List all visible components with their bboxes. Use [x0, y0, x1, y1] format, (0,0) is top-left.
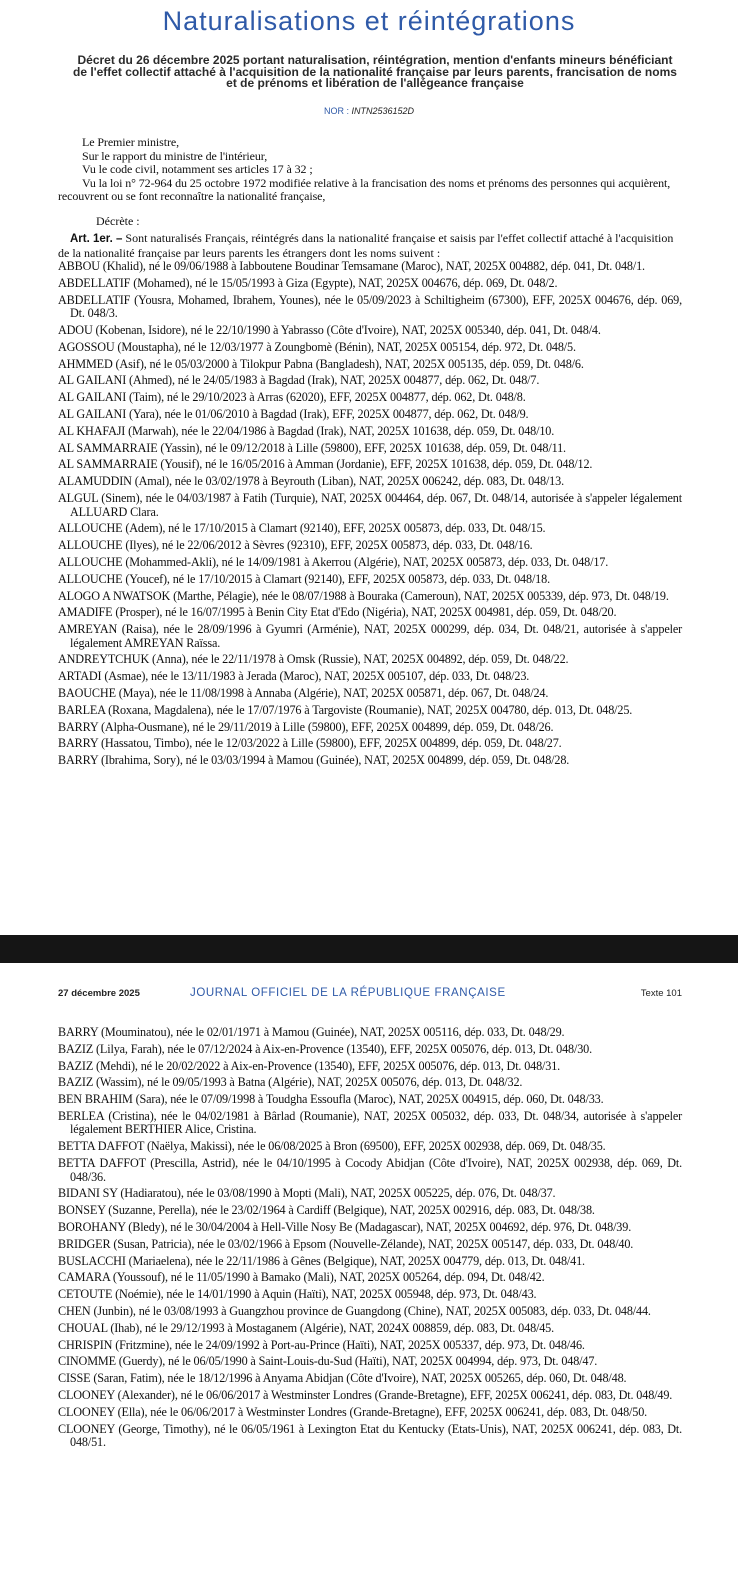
naturalisation-entry: AL KHAFAJI (Marwah), née le 22/04/1986 à Bagdad (Irak), NAT, 2025X 101638, dép. 059, Dt. 048/10. [58, 423, 555, 438]
naturalisation-entry: ARTADI (Asmae), née le 13/11/1983 à Jerada (Maroc), NAT, 2025X 005107, dép. 033, Dt. 048/23. [58, 669, 530, 684]
preamble-line: Vu le code civil, notamment ses articles 17 à 32 ; [82, 162, 313, 177]
header-date: 27 décembre 2025 [58, 988, 140, 999]
entry-list [58, 1026, 682, 1450]
page-divider [0, 935, 738, 963]
nor-reference [0, 106, 738, 116]
naturalisation-entry: AL SAMMARRAIE (Yassin), né le 09/12/2018 à Lille (59800), EFF, 2025X 101638, dép. 059, Dt. 048/11. [58, 440, 566, 455]
naturalisation-entry: ANDREYTCHUK (Anna), née le 22/11/1978 à Omsk (Russie), NAT, 2025X 004892, dép. 059, Dt. 048/22. [58, 652, 569, 667]
naturalisation-entry: CLOONEY (Ella), née le 06/06/2017 à Westminster Londres (Grande-Bretagne), EFF, 2025X 006241, dép. 083, Dt. 048/50. [58, 1404, 648, 1419]
naturalisation-entry: CHEN (Junbin), né le 03/08/1993 à Guangzhou province de Guangdong (Chine), NAT, 2025X 005083, dép. 033, Dt. 048/44. [58, 1303, 651, 1318]
article-1 [58, 232, 682, 260]
naturalisation-entry: AHMMED (Asif), né le 05/03/2000 à Tilokpur Pabna (Bangladesh), NAT, 2025X 005135, dép. 059, Dt. 048/6. [58, 356, 584, 371]
naturalisation-entry: ALLOUCHE (Adem), né le 17/10/2015 à Clamart (92140), EFF, 2025X 005873, dép. 033, Dt. 048/15. [58, 521, 546, 536]
entry-list [58, 260, 682, 768]
naturalisation-entry: BETTA DAFFOT (Prescilla, Astrid), née le 04/10/1995 à Cocody Abidjan (Côte d'Ivoire), NAT, 2025X 002938, dép. 069, Dt. 048/36. [58, 1156, 682, 1184]
naturalisation-entry: ALOGO A NWATSOK (Marthe, Pélagie), née le 08/07/1988 à Bouraka (Cameroun), NAT, 2025X 005339, dép. 973, Dt. 048/19. [58, 588, 669, 603]
naturalisation-entry: BIDANI SY (Hadiaratou), née le 03/08/1990 à Mopti (Mali), NAT, 2025X 005225, dép. 076, Dt. 048/37. [58, 1186, 556, 1201]
naturalisation-entry: BARRY (Ibrahima, Sory), né le 03/03/1994 à Mamou (Guinée), NAT, 2025X 004899, dép. 059, Dt. 048/28. [58, 753, 570, 768]
naturalisation-entry: BERLEA (Cristina), née le 04/02/1981 à Bârlad (Roumanie), NAT, 2025X 005032, dép. 033, Dt. 048/34, autorisée à s'appeler légalement BERTHIER Alice, Cristina. [58, 1108, 682, 1137]
naturalisation-entry: BAOUCHE (Maya), née le 11/08/1998 à Annaba (Algérie), NAT, 2025X 005871, dép. 067, Dt. 048/24. [58, 685, 549, 700]
naturalisation-entry: BARRY (Hassatou, Timbo), née le 12/03/2022 à Lille (59800), EFF, 2025X 004899, dép. 059, Dt. 048/27. [58, 736, 562, 751]
naturalisation-entry: BARRY (Alpha-Ousmane), né le 29/11/2019 à Lille (59800), EFF, 2025X 004899, dép. 059, Dt. 048/26. [58, 719, 554, 734]
naturalisation-entry: ALLOUCHE (Mohammed-Akli), né le 14/09/1981 à Akerrou (Algérie), NAT, 2025X 005873, dép. 033, Dt. 048/17. [58, 554, 609, 569]
header-texte-number: Texte 101 [640, 988, 682, 999]
preamble [58, 136, 682, 204]
naturalisation-entry: ADOU (Kobenan, Isidore), né le 22/10/1990 à Yabrasso (Côte d'Ivoire), NAT, 2025X 005340, dép. 041, Dt. 048/4. [58, 323, 601, 338]
naturalisation-entry: BETTA DAFFOT (Naëlya, Makissi), née le 06/08/2025 à Bron (69500), EFF, 2025X 002938, dép. 069, Dt. 048/35. [58, 1139, 606, 1154]
decree-heading: Décret du 26 décembre 2025 portant naturalisation, réintégration, mention d'enfants mineurs bénéficiant de l'effet collectif attaché à l'acquisition de la nationalité française par leurs parents, francisation de noms et de prénoms et libération de l'allégeance française [73, 53, 677, 90]
naturalisation-entry: BUSLACCHI (Mariaelena), née le 22/11/1986 à Gênes (Belgique), NAT, 2025X 004779, dép. 013, Dt. 048/41. [58, 1253, 585, 1268]
preamble-line: Le Premier ministre, [82, 135, 179, 149]
naturalisation-entry: CAMARA (Youssouf), né le 11/05/1990 à Bamako (Mali), NAT, 2025X 005264, dép. 094, Dt. 048/42. [58, 1270, 545, 1285]
naturalisation-entry: BAZIZ (Lilya, Farah), née le 07/12/2024 à Aix-en-Provence (13540), EFF, 2025X 005076, dép. 013, Dt. 048/30. [58, 1041, 593, 1056]
naturalisation-entry: BAZIZ (Mehdi), né le 20/02/2022 à Aix-en-Provence (13540), EFF, 2025X 005076, dép. 013, Dt. 048/31. [58, 1058, 561, 1073]
decrete-label: Décrète : [96, 213, 140, 228]
header-journal-title: JOURNAL OFFICIEL DE LA RÉPUBLIQUE FRANÇAISE [190, 987, 506, 999]
naturalisation-entry: CLOONEY (Alexander), né le 06/06/2017 à Westminster Londres (Grande-Bretagne), EFF, 2025X 006241, dép. 083, Dt. 048/49. [58, 1387, 673, 1402]
naturalisation-entry: ABDELLATIF (Yousra, Mohamed, Ibrahem, Younes), née le 05/09/2023 à Schiltigheim (67300), EFF, 2025X 004676, dép. 069, Dt. 048/3. [58, 292, 682, 321]
naturalisation-entry: ALGUL (Sinem), née le 04/03/1987 à Fatih (Turquie), NAT, 2025X 004464, dép. 067, Dt. 048/14, autorisée à s'appeler légalement ALLUARD Clara. [58, 491, 682, 519]
article-label: Art. 1er. – [70, 232, 123, 245]
naturalisation-entry: BARRY (Mouminatou), née le 02/01/1971 à Mamou (Guinée), NAT, 2025X 005116, dép. 033, Dt. 048/29. [58, 1025, 565, 1039]
naturalisation-entry: AL GAILANI (Taim), né le 29/10/2023 à Arras (62020), EFF, 2025X 004877, dép. 062, Dt. 048/8. [58, 390, 526, 405]
page-title: Naturalisations et réintégrations [162, 6, 576, 36]
decree-body-continued [58, 1026, 682, 1453]
naturalisation-entry: AMREYAN (Raisa), née le 28/09/1996 à Gyumri (Arménie), NAT, 2025X 000299, dép. 034, Dt. 048/21, autorisée à s'appeler légalement AMREYAN Raïssa. [58, 622, 682, 650]
nor-label: NOR : [323, 106, 352, 116]
naturalisation-entry: AGOSSOU (Moustapha), né le 12/03/1977 à Zoungbomè (Bénin), NAT, 2025X 005154, dép. 972, Dt. 048/5. [58, 339, 576, 354]
nor-code: INTN2536152D [351, 106, 415, 116]
journal-page-2 [0, 963, 738, 1595]
naturalisation-entry: CETOUTE (Noémie), née le 14/01/1990 à Aquin (Haïti), NAT, 2025X 005948, dép. 973, Dt. 048/43. [58, 1287, 537, 1302]
naturalisation-entry: BEN BRAHIM (Sara), née le 07/09/1998 à Toudgha Essoufla (Maroc), NAT, 2025X 004915, dép. 060, Dt. 048/33. [58, 1092, 604, 1107]
naturalisation-entry: CHRISPIN (Fritzmine), née le 24/09/1992 à Port-au-Prince (Haïti), NAT, 2025X 005337, dép. 973, Dt. 048/46. [58, 1337, 585, 1352]
naturalisation-entry: CINOMME (Guerdy), né le 06/05/1990 à Saint-Louis-du-Sud (Haïti), NAT, 2025X 004994, dép. 973, Dt. 048/47. [58, 1354, 598, 1369]
naturalisation-entry: ABBOU (Khalid), né le 09/06/1988 à Iabboutene Boudinar Temsamane (Maroc), NAT, 2025X 004882, dép. 041, Dt. 048/1. [58, 259, 645, 274]
naturalisation-entry: AL SAMMARRAIE (Yousif), né le 16/05/2016 à Amman (Jordanie), EFF, 2025X 101638, dép. 059, Dt. 048/12. [58, 457, 593, 472]
naturalisation-entry: BRIDGER (Susan, Patricia), née le 03/02/1966 à Epsom (Nouvelle-Zélande), NAT, 2025X 005147, dép. 033, Dt. 048/40. [58, 1236, 634, 1251]
naturalisation-entry: BAZIZ (Wassim), né le 09/05/1993 à Batna (Algérie), NAT, 2025X 005076, dép. 013, Dt. 048/32. [58, 1075, 523, 1090]
naturalisation-entry: BONSEY (Suzanne, Perella), née le 23/02/1964 à Cardiff (Belgique), NAT, 2025X 002916, dép. 083, Dt. 048/38. [58, 1203, 595, 1218]
preamble-line: Sur le rapport du ministre de l'intérieur, [82, 148, 268, 163]
article-text: Sont naturalisés Français, réintégrés dans la nationalité française et saisis par l'effet collectif attaché à l'acquisition de la nationalité française par leurs parents les étrangers dont les noms suivent : [58, 230, 674, 260]
naturalisation-entry: ABDELLATIF (Mohamed), né le 15/05/1993 à Giza (Egypte), NAT, 2025X 004676, dép. 069, Dt. 048/2. [58, 275, 558, 290]
naturalisation-entry: AL GAILANI (Ahmed), né le 24/05/1983 à Bagdad (Irak), NAT, 2025X 004877, dép. 062, Dt. 048/7. [58, 373, 540, 388]
naturalisation-entry: ALLOUCHE (Youcef), né le 17/10/2015 à Clamart (92140), EFF, 2025X 005873, dép. 033, Dt. 048/18. [58, 571, 550, 586]
naturalisation-entry: ALAMUDDIN (Amal), née le 03/02/1978 à Beyrouth (Liban), NAT, 2025X 006242, dép. 083, Dt. 048/13. [58, 474, 564, 489]
naturalisation-entry: AMADIFE (Prosper), né le 16/07/1995 à Benin City Etat d'Edo (Nigéria), NAT, 2025X 004981, dép. 059, Dt. 048/20. [58, 605, 617, 620]
decree-body [58, 136, 682, 771]
naturalisation-entry: AL GAILANI (Yara), née le 01/06/2010 à Bagdad (Irak), EFF, 2025X 004877, dép. 062, Dt. 048/9. [58, 407, 529, 422]
naturalisation-entry: CISSE (Saran, Fatim), née le 18/12/1996 à Anyama Abidjan (Côte d'Ivoire), NAT, 2025X 005265, dép. 060, Dt. 048/48. [58, 1371, 627, 1386]
naturalisation-entry: CHOUAL (Ihab), né le 29/12/1993 à Mostaganem (Algérie), NAT, 2024X 008859, dép. 083, Dt. 048/45. [58, 1320, 555, 1335]
preamble-line: Vu la loi n° 72-964 du 25 octobre 1972 modifiée relative à la francisation des noms et prénoms des personnes qui acquièrent, recouvrent ou se font reconnaître la nationalité française, [58, 175, 671, 204]
naturalisation-entry: BOROHANY (Bledy), né le 30/04/2004 à Hell-Ville Nosy Be (Madagascar), NAT, 2025X 004692, dép. 976, Dt. 048/39. [58, 1219, 632, 1234]
naturalisation-entry: CLOONEY (George, Timothy), né le 06/05/1961 à Lexington Etat du Kentucky (Etats-Unis), NAT, 2025X 006241, dép. 083, Dt. 048/51. [58, 1421, 682, 1450]
naturalisation-entry: ALLOUCHE (Ilyes), né le 22/06/2012 à Sèvres (92310), EFF, 2025X 005873, dép. 033, Dt. 048/16. [58, 538, 533, 553]
running-header [58, 988, 682, 1004]
naturalisation-entry: BARLEA (Roxana, Magdalena), née le 17/07/1976 à Targoviste (Roumanie), NAT, 2025X 004780, dép. 013, Dt. 048/25. [58, 702, 633, 717]
